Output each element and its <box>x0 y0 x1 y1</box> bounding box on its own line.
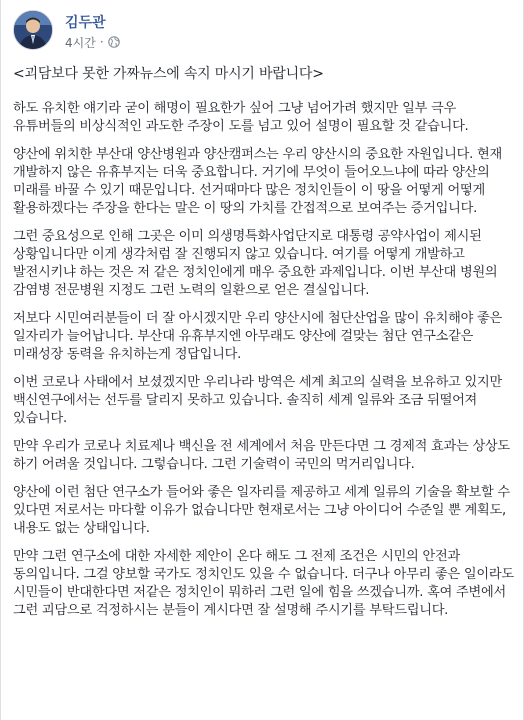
post-header <box>1 0 523 64</box>
meta-separator: · <box>99 35 104 49</box>
avatar[interactable] <box>13 10 53 50</box>
post-paragraph: 저보다 시민여러분들이 더 잘 아시겠지만 우리 양산시에 첨단산업을 많이 유치해야 좋은 일자리가 늘어납니다. 부산대 유휴부지엔 아무래도 양산에 걸맞는 첨단 연구소같은 미래성장 동력을 유치하는게 정답입니다. <box>13 311 503 362</box>
author-name-link[interactable]: 김두관 <box>65 15 106 31</box>
post-body <box>13 64 515 630</box>
post-paragraph: 하도 유치한 얘기라 굳이 해명이 필요한가 싶어 그냥 넘어가려 했지만 일부 극우 유튜버들의 비상식적인 과도한 주장이 도를 넘고 있어 설명이 필요할 것 같습니다. <box>13 101 469 134</box>
post-paragraph: 이번 코로나 사태에서 보셨겠지만 우리나라 방역은 세계 최고의 실력을 보유하고 있지만 백신연구에서는 선두를 달리지 못하고 있습니다. 솔직히 세계 일류와 조금 뒤떨어져 있습니다. <box>13 375 503 426</box>
post-timestamp[interactable]: 4시간 <box>65 35 96 50</box>
post-title: <괴담보다 못한 가짜뉴스에 속지 마시기 바랍니다> <box>13 66 324 82</box>
post-paragraph: 양산에 위치한 부산대 양산병원과 양산캠퍼스는 우리 양산시의 중요한 자원입니다. 현재 개발하지 않은 유휴부지는 더욱 중요합니다. 거기에 무엇이 들어오느냐에 따라 양산의 미래를 바꿀 수 있기 때문입니다. 선거때마다 많은 정치인들이 이 땅을 어떻게 어떻게 활용하겠다는 주장을 한다는 말은 이 땅의 가치를 간접적으로 보여주는 증거입니다. <box>13 147 503 216</box>
post-meta <box>65 34 120 50</box>
profile-photo-icon <box>14 11 52 49</box>
post-paragraph: 그런 중요성으로 인해 그곳은 이미 의생명특화사업단지로 대통령 공약사업이 제시된 상황입니다만 이게 생각처럼 잘 진행되지 않고 있습니다. 여기를 어떻게 개발하고 발전시키냐 하는 것은 저 같은 정치인에게 매우 중요한 과제입니다. 이번 부산대 병원의 감염병 전문병원 지정도 그런 노력의 일환으로 얻은 결실입니다. <box>13 229 498 298</box>
post-paragraph: 만약 우리가 코로나 치료제나 백신을 전 세계에서 처음 만든다면 그 경제적 효과는 상상도 하기 어려울 것입니다. 그렇습니다. 그런 기술력이 국민의 먹거리입니다. <box>13 439 510 472</box>
globe-icon[interactable] <box>108 36 120 48</box>
post-paragraph: 만약 그런 연구소에 대한 자세한 제안이 온다 해도 그 전제 조건은 시민의 안전과 동의입니다. 그걸 양보할 국가도 정치인도 있을 수 없습니다. 더구나 아무리 좋은 일이라도 시민들이 반대한다면 저같은 정치인이 뭐하러 그런 일에 힘을 쓰겠습니까. 혹여 주변에서 그런 괴담으로 걱정하시는 분들이 계시다면 잘 설명해 주시기를 부탁드립니다. <box>13 549 514 618</box>
post-paragraph: 양산에 이런 첨단 연구소가 들어와 좋은 일자리를 제공하고 세계 일류의 기술을 확보할 수 있다면 저로서는 마다할 이유가 없습니다만 현재로서는 그냥 아이디어 수준일 뿐 계획도, 내용도 없는 상태입니다. <box>13 485 510 536</box>
